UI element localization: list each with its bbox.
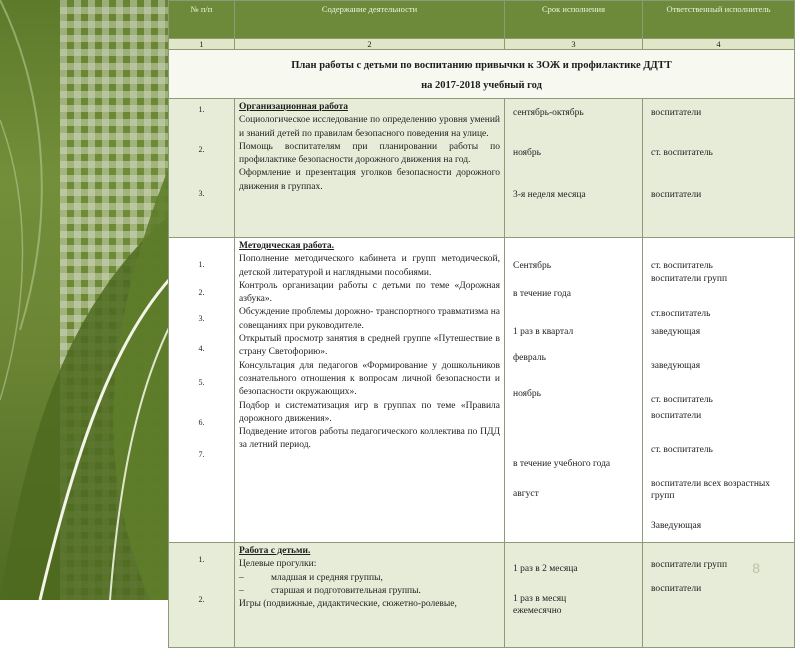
activity-item: Социологическое исследование по определению уровня умений и знаний детей по правилам безопасного поведения на улице. [239, 115, 500, 139]
term: Сентябрь [513, 261, 552, 271]
plan-title-line-2: на 2017-2018 учебный год [421, 80, 542, 91]
header-number: № п/п [169, 1, 235, 39]
section-numbers [169, 99, 235, 238]
section-heading: Организационная работа [239, 102, 348, 112]
section-children [169, 543, 795, 648]
header-term: Срок исполнения [505, 1, 643, 39]
responsible: ст. воспитатель [651, 395, 713, 405]
column-number: 1 [169, 39, 235, 50]
responsible: воспитатели [651, 411, 702, 421]
term: 1 раз в квартал [513, 327, 574, 337]
activity-item: Пополнение методического кабинета и групп методической, детской литературой и наглядными пособиями. [239, 254, 500, 278]
term: август [513, 489, 539, 499]
activity-item: Консультация для педагогов «Формирование у дошкольников сознательного отношения к вопросам личной безопасности и безопасности окружающих». [239, 360, 500, 398]
responsible: воспитатели [651, 108, 702, 118]
section-responsible [643, 99, 795, 238]
plan-table-container [168, 0, 794, 616]
plan-table [168, 0, 795, 648]
item-number: 1. [198, 555, 205, 564]
item-number: 3. [198, 314, 205, 323]
column-number-row [169, 39, 795, 50]
item-number: 6. [198, 418, 205, 427]
term: 3-я неделя месяца [513, 190, 586, 200]
section-content [235, 99, 505, 238]
item-number: 2. [198, 145, 205, 154]
item-number: 3. [198, 189, 205, 198]
activity-item: Открытый просмотр занятия в средней группе «Путешествие в страну Светофорию». [239, 334, 500, 358]
header-responsible: Ответственный исполнитель [643, 1, 795, 39]
subitem-text: младшая и средняя группы, [271, 572, 383, 583]
section-content [235, 238, 505, 543]
section-organizational [169, 99, 795, 238]
responsible: воспитатели [651, 584, 702, 594]
responsible: воспитатели групп [651, 274, 728, 284]
dash-marker: – [239, 585, 244, 596]
dash-marker: – [239, 572, 244, 583]
responsible: ст. воспитатель [651, 445, 713, 455]
item-number: 5. [198, 378, 205, 387]
term: февраль [513, 353, 546, 363]
activity-item: Подведение итогов работы педагогического коллектива по ПДД за летний период. [239, 427, 500, 451]
section-terms [505, 99, 643, 238]
plan-title-line-1: План работы с детьми по воспитанию привычки к ЗОЖ и профилактике ДДТТ [291, 60, 672, 71]
column-number: 4 [643, 39, 795, 50]
responsible: воспитатели групп [651, 560, 728, 570]
item-number: 1. [198, 105, 205, 114]
activity-item: Контроль организации работы с детьми по теме «Дорожная азбука». [239, 280, 500, 305]
term: 1 раз в 2 месяца [513, 564, 578, 574]
section-terms [505, 238, 643, 543]
item-number: 2. [198, 595, 205, 604]
activity-subitem [239, 572, 500, 585]
responsible: ст. воспитатель [651, 261, 713, 271]
plan-title-row [169, 50, 795, 99]
responsible: заведующая [651, 361, 701, 371]
table-header-row [169, 1, 795, 39]
section-numbers [169, 238, 235, 543]
decorative-side-panel [0, 0, 180, 600]
term: ноябрь [513, 389, 541, 399]
column-number: 3 [505, 39, 643, 50]
activity-subitem [239, 585, 500, 598]
responsible: ст.воспитатель [651, 309, 711, 319]
section-heading: Работа с детьми. [239, 546, 311, 556]
section-heading: Методическая работа. [239, 241, 335, 251]
activity-item: Обсуждение проблемы дорожно- транспортного травматизма на совещаниях при руководителе. [239, 307, 500, 331]
activity-item: Подбор и систематизация игр в группах по теме «Правила дорожного движения». [239, 400, 500, 424]
responsible: Заведующая [651, 521, 702, 531]
page-number: 8 [752, 560, 760, 576]
item-number: 4. [198, 344, 205, 353]
responsible: воспитатели всех возрастных групп [651, 479, 771, 501]
decorative-swooshes [0, 0, 180, 600]
activity-item: Оформление и презентация уголков безопасности дорожного движения в группах. [239, 168, 500, 192]
item-number: 1. [198, 260, 205, 269]
term: сентябрь-октябрь [513, 108, 584, 118]
activity-item: Целевые прогулки: [239, 559, 317, 570]
responsible: заведующая [651, 327, 701, 337]
section-responsible [643, 543, 795, 648]
term: в течение учебного года [513, 459, 611, 469]
term: в течение года [513, 289, 571, 299]
plan-title [169, 50, 795, 99]
term: ноябрь [513, 148, 541, 158]
term: ежемесячно [513, 606, 562, 616]
activity-item: Игры (подвижные, дидактические, сюжетно-ролевые, [239, 599, 457, 610]
section-methodical [169, 238, 795, 543]
responsible: воспитатели [651, 190, 702, 200]
section-numbers [169, 543, 235, 648]
header-content: Содержание деятельности [235, 1, 505, 39]
item-number: 2. [198, 288, 205, 297]
term: 1 раз в месяц [513, 594, 567, 604]
section-responsible [643, 238, 795, 543]
column-number: 2 [235, 39, 505, 50]
activity-item: Помощь воспитателям при планировании работы по профилактике безопасности дорожного движения на год. [239, 141, 500, 166]
subitem-text: старшая и подготовительная группы. [271, 585, 421, 596]
section-content [235, 543, 505, 648]
responsible: ст. воспитатель [651, 148, 713, 158]
section-terms [505, 543, 643, 648]
item-number: 7. [198, 450, 205, 459]
